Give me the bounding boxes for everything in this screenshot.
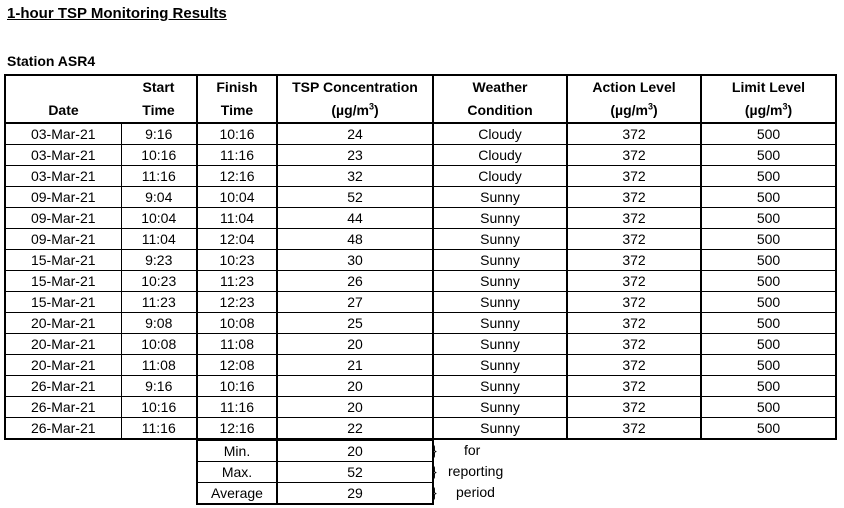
table-row bbox=[5, 271, 836, 292]
cell-start-time: 10:23 bbox=[121, 271, 197, 292]
cell-weather: Sunny bbox=[433, 397, 567, 418]
cell-action-level: 372 bbox=[567, 229, 701, 250]
cell-date: 09-Mar-21 bbox=[5, 208, 121, 229]
cell-tsp: 25 bbox=[277, 313, 433, 334]
cell-tsp: 23 bbox=[277, 145, 433, 166]
table-row bbox=[5, 229, 836, 250]
cell-limit-level: 500 bbox=[701, 418, 836, 440]
header-action-level: Action Level $(\mu g/m^3)$ bbox=[567, 75, 701, 123]
cell-limit-level: 500 bbox=[701, 355, 836, 376]
cell-limit-level: 500 bbox=[701, 376, 836, 397]
cell-weather: Sunny bbox=[433, 334, 567, 355]
cell-action-level: 372 bbox=[567, 208, 701, 229]
station-label: Station ASR4 bbox=[7, 53, 96, 69]
cell-action-level: 372 bbox=[567, 355, 701, 376]
period-note-text: period bbox=[456, 484, 495, 500]
cell-date: 20-Mar-21 bbox=[5, 313, 121, 334]
header-date: Date bbox=[5, 75, 121, 123]
cell-weather: Sunny bbox=[433, 208, 567, 229]
cell-action-level: 372 bbox=[567, 145, 701, 166]
cell-weather: Sunny bbox=[433, 187, 567, 208]
header-start-time: Start Time bbox=[121, 75, 197, 123]
cell-finish-time: 11:04 bbox=[197, 208, 277, 229]
cell-tsp: 26 bbox=[277, 271, 433, 292]
report-title: 1-hour TSP Monitoring Results bbox=[7, 5, 227, 22]
cell-date: 26-Mar-21 bbox=[5, 397, 121, 418]
table-row bbox=[5, 208, 836, 229]
results-table bbox=[4, 74, 837, 440]
cell-limit-level: 500 bbox=[701, 229, 836, 250]
cell-date: 20-Mar-21 bbox=[5, 334, 121, 355]
cell-weather: Cloudy bbox=[433, 166, 567, 187]
table-row bbox=[5, 292, 836, 313]
cell-date: 09-Mar-21 bbox=[5, 229, 121, 250]
cell-weather: Sunny bbox=[433, 271, 567, 292]
cell-weather: Cloudy bbox=[433, 145, 567, 166]
summary-value: 52 bbox=[277, 462, 433, 483]
cell-limit-level: 500 bbox=[701, 313, 836, 334]
cell-limit-level: 500 bbox=[701, 271, 836, 292]
cell-start-time: 9:16 bbox=[121, 376, 197, 397]
cell-start-time: 10:04 bbox=[121, 208, 197, 229]
cell-limit-level: 500 bbox=[701, 334, 836, 355]
period-note-text: for bbox=[464, 442, 481, 458]
cell-finish-time: 10:23 bbox=[197, 250, 277, 271]
cell-date: 26-Mar-21 bbox=[5, 376, 121, 397]
summary-table bbox=[196, 440, 434, 505]
cell-start-time: 9:23 bbox=[121, 250, 197, 271]
table-row bbox=[5, 418, 836, 440]
brace: } bbox=[432, 442, 437, 458]
cell-start-time: 10:16 bbox=[121, 145, 197, 166]
cell-tsp: 21 bbox=[277, 355, 433, 376]
cell-finish-time: 10:04 bbox=[197, 187, 277, 208]
cell-date: 20-Mar-21 bbox=[5, 355, 121, 376]
cell-finish-time: 11:23 bbox=[197, 271, 277, 292]
cell-action-level: 372 bbox=[567, 166, 701, 187]
cell-start-time: 10:16 bbox=[121, 397, 197, 418]
cell-action-level: 372 bbox=[567, 334, 701, 355]
cell-limit-level: 500 bbox=[701, 208, 836, 229]
header-row bbox=[5, 75, 836, 123]
cell-tsp: 32 bbox=[277, 166, 433, 187]
table-row bbox=[5, 397, 836, 418]
cell-weather: Sunny bbox=[433, 376, 567, 397]
summary-label: Max. bbox=[197, 462, 277, 483]
summary-value: 20 bbox=[277, 441, 433, 462]
cell-tsp: 52 bbox=[277, 187, 433, 208]
cell-start-time: 11:16 bbox=[121, 166, 197, 187]
cell-finish-time: 10:08 bbox=[197, 313, 277, 334]
cell-weather: Sunny bbox=[433, 355, 567, 376]
cell-date: 15-Mar-21 bbox=[5, 250, 121, 271]
cell-action-level: 372 bbox=[567, 187, 701, 208]
cell-action-level: 372 bbox=[567, 271, 701, 292]
table-row bbox=[5, 313, 836, 334]
cell-limit-level: 500 bbox=[701, 250, 836, 271]
cell-start-time: 11:16 bbox=[121, 418, 197, 440]
cell-finish-time: 12:04 bbox=[197, 229, 277, 250]
cell-tsp: 48 bbox=[277, 229, 433, 250]
cell-weather: Cloudy bbox=[433, 123, 567, 145]
cell-date: 26-Mar-21 bbox=[5, 418, 121, 440]
cell-finish-time: 12:08 bbox=[197, 355, 277, 376]
cell-date: 03-Mar-21 bbox=[5, 166, 121, 187]
cell-date: 03-Mar-21 bbox=[5, 145, 121, 166]
summary-label: Min. bbox=[197, 441, 277, 462]
cell-start-time: 11:04 bbox=[121, 229, 197, 250]
cell-start-time: 11:23 bbox=[121, 292, 197, 313]
cell-action-level: 372 bbox=[567, 397, 701, 418]
cell-date: 15-Mar-21 bbox=[5, 292, 121, 313]
cell-action-level: 372 bbox=[567, 250, 701, 271]
cell-limit-level: 500 bbox=[701, 397, 836, 418]
table-row bbox=[5, 250, 836, 271]
cell-limit-level: 500 bbox=[701, 123, 836, 145]
summary-label: Average bbox=[197, 483, 277, 505]
summary-row-max bbox=[197, 462, 433, 483]
cell-finish-time: 11:16 bbox=[197, 397, 277, 418]
cell-tsp: 20 bbox=[277, 334, 433, 355]
cell-finish-time: 10:16 bbox=[197, 123, 277, 145]
header-finish-time: Finish Time bbox=[197, 75, 277, 123]
cell-start-time: 9:16 bbox=[121, 123, 197, 145]
cell-finish-time: 11:16 bbox=[197, 145, 277, 166]
cell-action-level: 372 bbox=[567, 123, 701, 145]
cell-tsp: 20 bbox=[277, 376, 433, 397]
cell-action-level: 372 bbox=[567, 418, 701, 440]
period-note-text: reporting bbox=[448, 463, 504, 479]
header-tsp-concentration: TSP Concentration $(\mu g/m^3)$ bbox=[277, 75, 433, 123]
cell-finish-time: 12:16 bbox=[197, 418, 277, 440]
cell-finish-time: 12:23 bbox=[197, 292, 277, 313]
summary-row-average bbox=[197, 483, 433, 505]
table-row bbox=[5, 187, 836, 208]
cell-action-level: 372 bbox=[567, 313, 701, 334]
cell-start-time: 11:08 bbox=[121, 355, 197, 376]
cell-tsp: 44 bbox=[277, 208, 433, 229]
cell-tsp: 27 bbox=[277, 292, 433, 313]
cell-limit-level: 500 bbox=[701, 145, 836, 166]
cell-tsp: 24 bbox=[277, 123, 433, 145]
cell-finish-time: 11:08 bbox=[197, 334, 277, 355]
cell-action-level: 372 bbox=[567, 376, 701, 397]
cell-weather: Sunny bbox=[433, 313, 567, 334]
summary-row-min bbox=[197, 441, 433, 462]
table-row bbox=[5, 355, 836, 376]
cell-date: 15-Mar-21 bbox=[5, 271, 121, 292]
table-row bbox=[5, 123, 836, 145]
cell-action-level: 372 bbox=[567, 292, 701, 313]
cell-start-time: 9:08 bbox=[121, 313, 197, 334]
cell-finish-time: 10:16 bbox=[197, 376, 277, 397]
cell-tsp: 30 bbox=[277, 250, 433, 271]
brace: } bbox=[432, 484, 437, 500]
cell-start-time: 10:08 bbox=[121, 334, 197, 355]
cell-finish-time: 12:16 bbox=[197, 166, 277, 187]
cell-weather: Sunny bbox=[433, 250, 567, 271]
cell-weather: Sunny bbox=[433, 292, 567, 313]
cell-limit-level: 500 bbox=[701, 292, 836, 313]
table-row bbox=[5, 376, 836, 397]
header-weather-condition: Weather Condition bbox=[433, 75, 567, 123]
brace: } bbox=[432, 463, 437, 479]
cell-limit-level: 500 bbox=[701, 187, 836, 208]
cell-date: 09-Mar-21 bbox=[5, 187, 121, 208]
table-row bbox=[5, 334, 836, 355]
summary-value: 29 bbox=[277, 483, 433, 505]
cell-weather: Sunny bbox=[433, 229, 567, 250]
header-limit-level: Limit Level $(\mu g/m^3)$ bbox=[701, 75, 836, 123]
cell-weather: Sunny bbox=[433, 418, 567, 440]
cell-tsp: 22 bbox=[277, 418, 433, 440]
cell-tsp: 20 bbox=[277, 397, 433, 418]
cell-start-time: 9:04 bbox=[121, 187, 197, 208]
cell-date: 03-Mar-21 bbox=[5, 123, 121, 145]
table-row bbox=[5, 145, 836, 166]
table-row bbox=[5, 166, 836, 187]
cell-limit-level: 500 bbox=[701, 166, 836, 187]
